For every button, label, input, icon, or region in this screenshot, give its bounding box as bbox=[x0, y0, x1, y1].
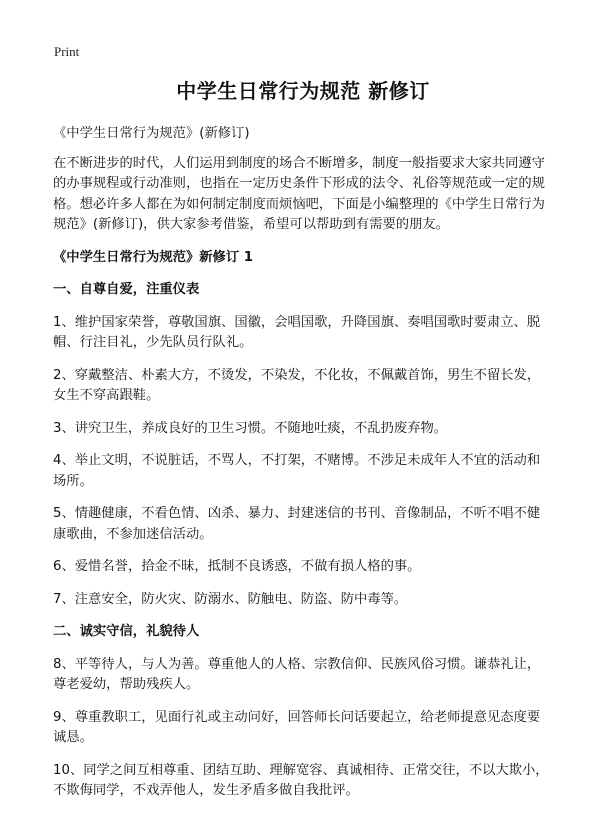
rule-item: 4、举止文明，不说脏话，不骂人，不打架，不赌博。不涉足未成年人不宜的活动和场所。 bbox=[53, 453, 541, 489]
document-body bbox=[53, 75, 553, 814]
rule-item: 8、平等待人，与人为善。尊重他人的人格、宗教信仰、民族风俗习惯。谦恭礼让，尊老爱幼，帮助残疾人。 bbox=[53, 656, 541, 692]
rule-item: 10、同学之间互相尊重、团结互助、理解宽容、真诚相待、正常交往，不以大欺小，不欺侮同学，不戏弄他人，发生矛盾多做自我批评。 bbox=[53, 762, 549, 798]
rule-item: 5、情趣健康，不看色情、凶杀、暴力、封建迷信的书刊、音像制品，不听不唱不健康歌曲，不参加迷信活动。 bbox=[53, 506, 541, 542]
rule-item: 6、爱惜名誉，拾金不昧，抵制不良诱惑，不做有损人格的事。 bbox=[53, 559, 421, 574]
doc-heading: 《中学生日常行为规范》新修订 1 bbox=[53, 249, 254, 265]
section-heading-2: 二、诚实守信，礼貌待人 bbox=[53, 624, 200, 639]
print-label: Print bbox=[54, 44, 80, 59]
rule-item: 9、尊重教职工，见面行礼或主动问好，回答师长问话要起立，给老师提意见态度要诚恳。 bbox=[53, 709, 541, 745]
rule-item: 7、注意安全，防火灾、防溺水、防触电、防盗、防中毒等。 bbox=[53, 591, 408, 607]
rule-item: 1、维护国家荣誉，尊敬国旗、国徽，会唱国歌，升降国旗、奏唱国歌时要肃立、脱帽、行注目礼，少先队员行队礼。 bbox=[53, 314, 541, 350]
document-subtitle: 《中学生日常行为规范》(新修订) bbox=[53, 126, 250, 141]
rule-item: 3、讲究卫生，养成良好的卫生习惯。不随地吐痰，不乱扔废弃物。 bbox=[53, 420, 448, 436]
section-heading-1: 一、自尊自爱，注重仪表 bbox=[53, 282, 200, 297]
rule-item: 2、穿戴整洁、朴素大方，不烫发，不染发，不化妆，不佩戴首饰，男生不留长发，女生不穿高跟鞋。 bbox=[53, 367, 541, 403]
intro-paragraph: 在不断进步的时代，人们运用到制度的场合不断增多，制度一般指要求大家共同遵守的办事规程或行动准则，也指在一定历史条件下形成的法令、礼俗等规范或一定的规格。想必许多人都在为如何制定制度而烦恼吧，下面是小编整理的《中学生日常行为规范》(新修订)，供大家参考借鉴，希望可以帮助到有需要的朋友。 bbox=[53, 155, 545, 232]
document-title: 中学生日常行为规范 新修订 bbox=[176, 79, 430, 103]
